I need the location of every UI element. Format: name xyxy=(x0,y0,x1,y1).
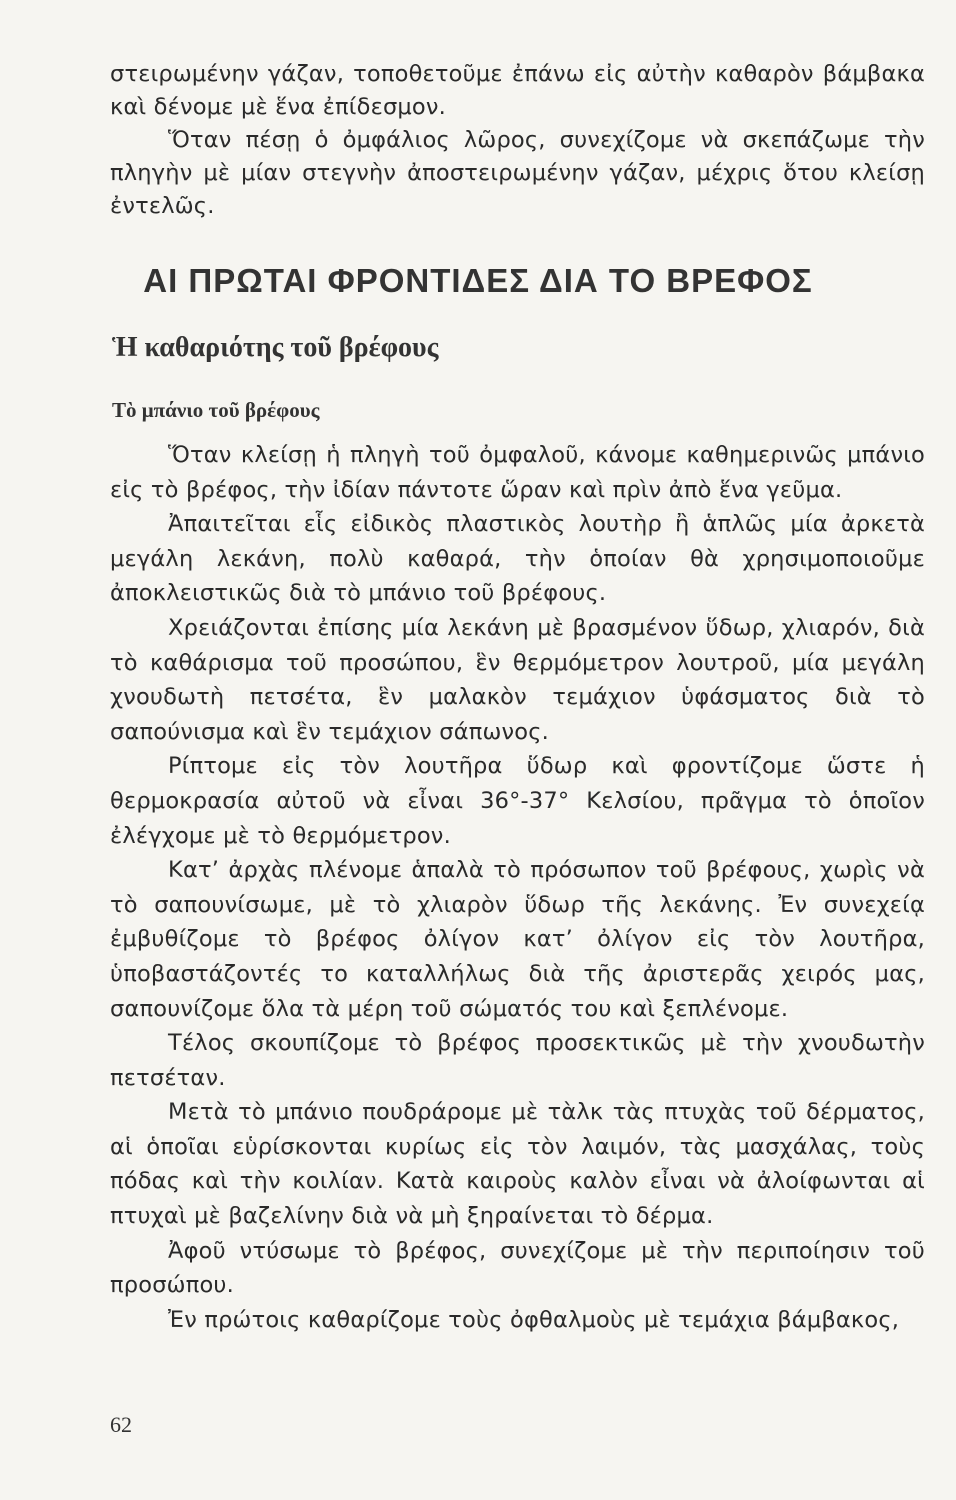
chapter-title: ΑΙ ΠΡΩΤΑΙ ΦΡΟΝΤΙΔΕΣ ΔΙΑ ΤΟ ΒΡΕΦΟΣ xyxy=(143,262,813,299)
intro-paragraph: Ὅταν πέσῃ ὁ ὀμφάλιος λῶρος, συνεχίζομε νὰ σκεπάζωμε τὴν πληγὴν μὲ μίαν στεγνὴν ἀποστειρωμένην γάζαν, μέχρις ὅτου κλείσῃ ἐντελῶς. xyxy=(110,127,925,219)
body-paragraph: Τέλος σκουπίζομε τὸ βρέφος προσεκτικῶς μὲ τὴν χνουδωτὴν πετσέταν. xyxy=(110,1030,925,1091)
body-paragraph: Μετὰ τὸ μπάνιο πουδράρομε μὲ τὰλκ τὰς πτυχὰς τοῦ δέρματος, αἱ ὁποῖαι εὑρίσκονται κυρίως εἰς τὸν λαιμόν, τὰς μασχάλας, τοὺς πόδας καὶ τὴν κοιλίαν. Κατὰ καιροὺς καλὸν εἶναι νὰ ἀλοίφωνται αἱ πτυχαὶ μὲ βαζελίνην διὰ νὰ μὴ ξηραίνεται τὸ δέρμα. xyxy=(110,1099,925,1230)
page-number: 62 xyxy=(110,1412,132,1437)
section-title: Ἡ καθαριότης τοῦ βρέφους xyxy=(112,332,439,363)
body-paragraph: Ἐν πρώτοις καθαρίζομε τοὺς ὀφθαλμοὺς μὲ τεμάχια βάμβακος, xyxy=(168,1306,900,1333)
body-text xyxy=(110,438,925,1337)
body-paragraph: Ρίπτομε εἰς τὸν λουτῆρα ὕδωρ καὶ φροντίζομε ὥστε ἡ θερμοκρασία αὐτοῦ νὰ εἶναι 36°-37° Κελσίου, πρᾶγμα τὸ ὁποῖον ἐλέγχομε μὲ τὸ θερμόμετρον. xyxy=(110,753,925,849)
intro-paragraph: στειρωμένην γάζαν, τοποθετοῦμε ἐπάνω εἰς αὐτὴν καθαρὸν βάμβακα καὶ δένομε μὲ ἕνα ἐπίδεσμον. xyxy=(110,61,925,120)
body-paragraph: Χρειάζονται ἐπίσης μία λεκάνη μὲ βρασμένον ὕδωρ, χλιαρόν, διὰ τὸ καθάρισμα τοῦ προσώπου, ἓν θερμόμετρον λουτροῦ, μία μεγάλη χνουδωτὴ πετσέτα, ἓν μαλακὸν τεμάχιον ὑφάσματος διὰ τὸ σαπούνισμα καὶ ἓν τεμάχιον σάπωνος. xyxy=(110,614,925,745)
body-paragraph: Ὅταν κλείσῃ ἡ πληγὴ τοῦ ὀμφαλοῦ, κάνομε καθημερινῶς μπάνιο εἰς τὸ βρέφος, τὴν ἰδίαν πάντοτε ὥραν καὶ πρὶν ἀπὸ ἕνα γεῦμα. xyxy=(110,442,925,503)
body-paragraph: Ἀπαιτεῖται εἷς εἰδικὸς πλαστικὸς λουτὴρ ἢ ἁπλῶς μία ἀρκετὰ μεγάλη λεκάνη, πολὺ καθαρά, τὴν ὁποίαν θὰ χρησιμοποιοῦμε ἀποκλειστικῶς διὰ τὸ μπάνιο τοῦ βρέφους. xyxy=(110,511,925,607)
body-paragraph: Κατ’ ἀρχὰς πλένομε ἁπαλὰ τὸ πρόσωπον τοῦ βρέφους, χωρὶς νὰ τὸ σαπουνίσωμε, μὲ τὸ χλιαρὸν ὕδωρ τῆς λεκάνης. Ἐν συνεχείᾳ ἐμβυθίζομε τὸ βρέφος ὀλίγον κατ’ ὀλίγον εἰς τὸν λουτῆρα, ὑποβαστάζοντές το καταλλήλως διὰ τῆς ἀριστερᾶς χειρός μας, σαπουνίζομε ὅλα τὰ μέρη τοῦ σώματός του καὶ ξεπλένομε. xyxy=(110,857,925,1022)
subsection-title: Τὸ μπάνιο τοῦ βρέφους xyxy=(112,398,320,422)
intro-text xyxy=(110,58,925,223)
body-paragraph: Ἀφοῦ ντύσωμε τὸ βρέφος, συνεχίζομε μὲ τὴν περιποίησιν τοῦ προσώπου. xyxy=(110,1237,925,1299)
